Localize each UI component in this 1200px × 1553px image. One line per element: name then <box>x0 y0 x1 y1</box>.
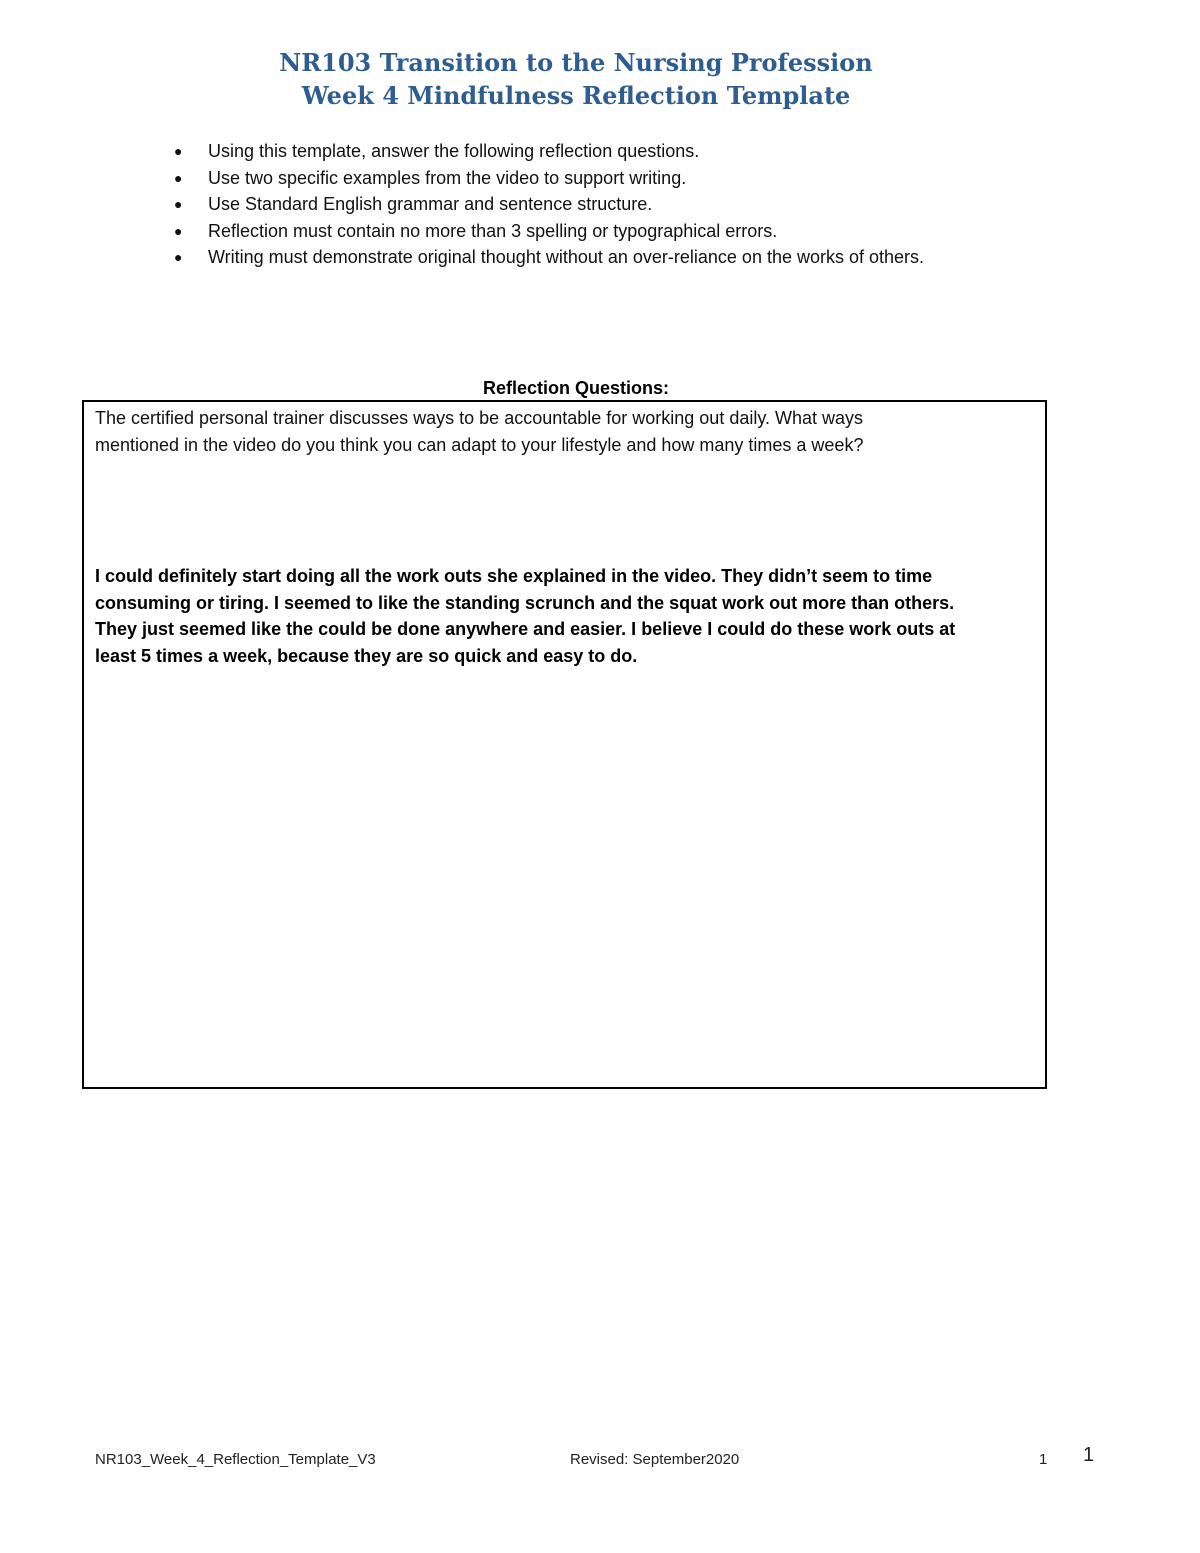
answer-line: least 5 times a week, because they are so quick and easy to do. <box>95 645 638 666</box>
instruction-text: Using this template, answer the following reflection questions. <box>208 141 700 161</box>
answer-line: consuming or tiring. I seemed to like the standing scrunch and the squat work out more than others. <box>95 592 955 613</box>
bullet-icon: ● <box>174 143 183 159</box>
answer-line: They just seemed like the could be done anywhere and easier. I believe I could do these work outs at <box>95 619 956 639</box>
title-line-course: NR103 Transition to the Nursing Profession <box>279 48 873 77</box>
instruction-item <box>170 138 924 165</box>
instruction-text: Use Standard English grammar and sentence structure. <box>208 194 653 214</box>
instruction-item <box>170 244 924 271</box>
reflection-question <box>95 405 1015 459</box>
question-line: mentioned in the video do you think you can adapt to your lifestyle and how many times a week? <box>95 435 864 455</box>
bullet-icon: ● <box>174 196 183 212</box>
instruction-item <box>170 165 924 192</box>
instruction-item <box>170 218 924 245</box>
footer-page-number: 1 <box>1039 1451 1048 1468</box>
reflection-answer <box>95 563 1025 669</box>
instructions-list <box>170 138 924 271</box>
footer-revised-date: Revised: September2020 <box>570 1451 740 1468</box>
question-line: The certified personal trainer discusses ways to be accountable for working out daily. What ways <box>95 408 864 428</box>
bullet-icon: ● <box>174 222 183 239</box>
footer-document-name: NR103_Week_4_Reflection_Template_V3 <box>95 1451 376 1468</box>
bullet-icon: ● <box>174 249 183 265</box>
page-footer <box>0 1451 1200 1481</box>
instruction-text: Writing must demonstrate original thought without an over-reliance on the works of others. <box>208 247 925 267</box>
instruction-text: Reflection must contain no more than 3 spelling or typographical errors. <box>208 220 778 241</box>
title-line-template: Week 4 Mindfulness Reflection Template <box>301 81 851 110</box>
instruction-text: Use two specific examples from the video to support writing. <box>208 167 687 188</box>
reflection-heading: Reflection Questions: <box>482 378 670 398</box>
document-title <box>0 46 1152 112</box>
bullet-icon: ● <box>174 169 183 186</box>
reflection-answer-box[interactable] <box>82 400 1047 1089</box>
page-marker: 1 <box>1083 1444 1095 1466</box>
answer-line: I could definitely start doing all the work outs she explained in the video. They didn’t seem to time <box>95 566 933 586</box>
instruction-item <box>170 191 924 218</box>
